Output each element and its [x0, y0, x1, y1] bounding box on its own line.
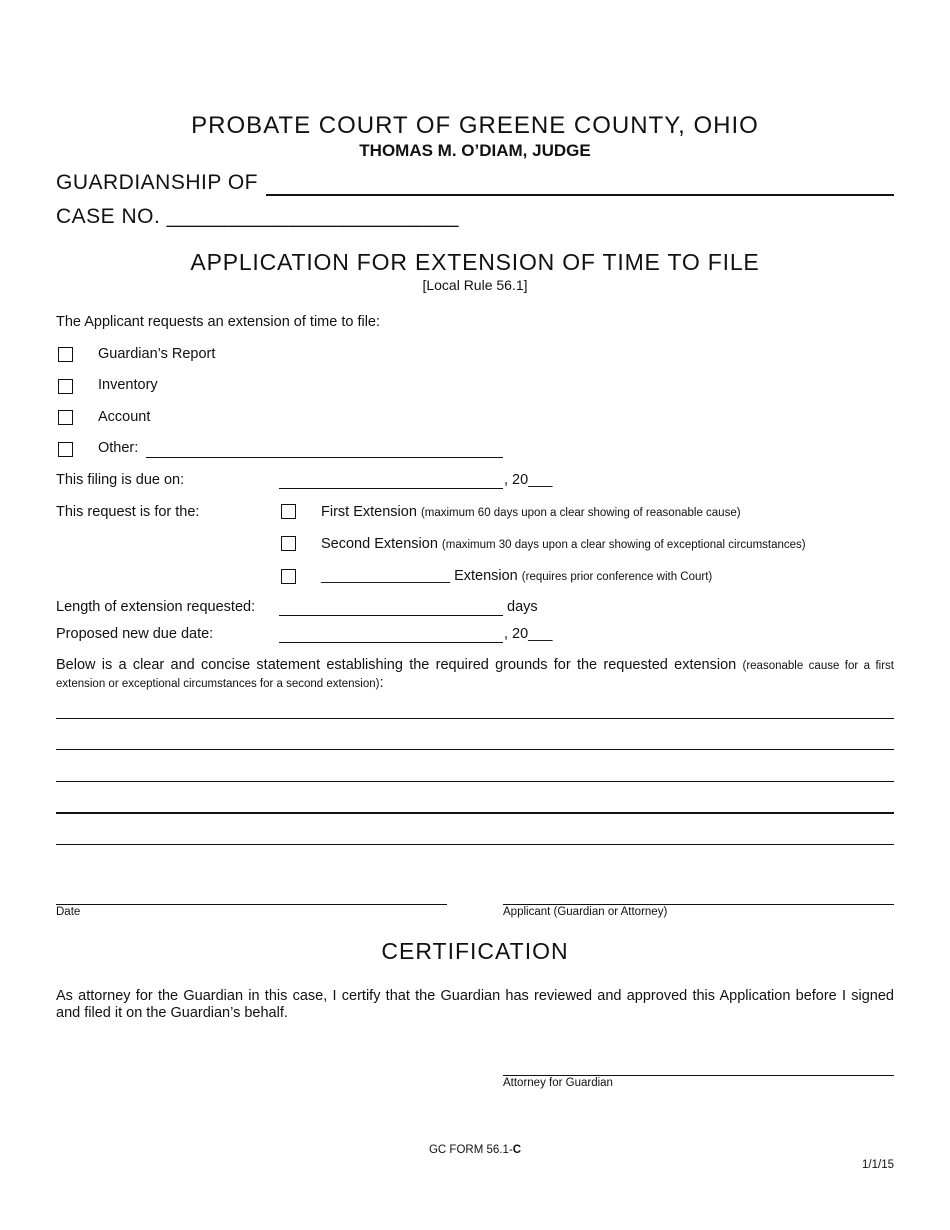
- other-extension-blank[interactable]: ________________: [321, 568, 451, 584]
- due-year-suffix: , 20___: [504, 472, 553, 488]
- applicant-signature-line[interactable]: [503, 904, 894, 905]
- other-label: Other:: [98, 440, 139, 456]
- local-rule: [Local Rule 56.1]: [422, 277, 528, 293]
- case-number-label: CASE NO. ________________________: [56, 205, 459, 228]
- first-extension-checkbox[interactable]: [281, 504, 296, 519]
- extension-type-label: This request is for the:: [56, 504, 200, 520]
- other-field[interactable]: [146, 439, 503, 458]
- request-intro: The Applicant requests an extension of time to file:: [56, 314, 381, 330]
- applicant-label: Applicant (Guardian or Attorney): [503, 906, 668, 918]
- statement-instructions: [56, 657, 894, 693]
- attorney-label: Attorney for Guardian: [503, 1077, 613, 1089]
- revision-date: 1/1/15: [862, 1159, 894, 1171]
- statement-line-4[interactable]: [56, 812, 894, 814]
- first-extension-label: First Extension: [321, 504, 417, 520]
- guardianship-label: GUARDIANSHIP OF: [56, 171, 258, 194]
- date-label: Date: [56, 906, 81, 918]
- first-extension-option: [321, 504, 741, 520]
- court-name: PROBATE COURT OF GREENE COUNTY, OHIO: [191, 112, 759, 139]
- form-title: APPLICATION FOR EXTENSION OF TIME TO FILE: [190, 249, 760, 275]
- certification-title: CERTIFICATION: [381, 938, 569, 964]
- guardians-report-label: Guardian’s Report: [98, 346, 216, 362]
- inventory-label: Inventory: [98, 377, 158, 393]
- second-extension-note: (maximum 30 days upon a clear showing of exceptional circumstances): [441, 539, 806, 551]
- other-extension-note: (requires prior conference with Court): [521, 571, 713, 583]
- new-due-date-field[interactable]: [279, 624, 503, 643]
- second-extension-label: Second Extension: [321, 536, 438, 552]
- other-checkbox[interactable]: [58, 442, 73, 457]
- length-field[interactable]: [279, 597, 503, 616]
- statement-line-3[interactable]: [56, 781, 894, 782]
- statement-line-1[interactable]: [56, 718, 894, 719]
- account-label: Account: [98, 409, 151, 425]
- other-extension-option: [321, 568, 712, 584]
- judge-name: THOMAS M. O’DIAM, JUDGE: [359, 141, 591, 160]
- guardians-report-checkbox[interactable]: [58, 347, 73, 362]
- new-due-date-label: Proposed new due date:: [56, 626, 214, 642]
- attorney-signature-line[interactable]: [503, 1075, 894, 1076]
- second-extension-option: [321, 536, 806, 552]
- inventory-checkbox[interactable]: [58, 379, 73, 394]
- statement-text: Below is a clear and concise statement establishing the required grounds for the requested extension: [56, 657, 737, 673]
- due-date-field[interactable]: [279, 470, 503, 489]
- statement-line-2[interactable]: [56, 749, 894, 750]
- other-extension-label: Extension: [454, 568, 518, 584]
- certification-text: As attorney for the Guardian in this case, I certify that the Guardian has reviewed and approved this Application before I signed and filed it on the Guardian’s behalf.: [56, 988, 894, 1021]
- length-unit: days: [507, 599, 538, 615]
- form-number: [0, 1144, 950, 1156]
- statement-line-5[interactable]: [56, 844, 894, 845]
- other-extension-checkbox[interactable]: [281, 569, 296, 584]
- guardianship-name-field[interactable]: [266, 176, 894, 196]
- second-extension-checkbox[interactable]: [281, 536, 296, 551]
- length-label: Length of extension requested:: [56, 599, 256, 615]
- statement-colon: :: [379, 675, 384, 691]
- new-due-year-suffix: , 20___: [504, 626, 553, 642]
- form-number-prefix: GC FORM 56.1-: [428, 1144, 513, 1156]
- due-date-label: This filing is due on:: [56, 472, 185, 488]
- first-extension-note: (maximum 60 days upon a clear showing of reasonable cause): [420, 507, 741, 519]
- form-number-suffix: C: [512, 1144, 522, 1156]
- date-signature-line[interactable]: [56, 904, 447, 905]
- account-checkbox[interactable]: [58, 410, 73, 425]
- statement-note: (reasonable cause for a first extension or exceptional circumstances for a second extension): [56, 660, 895, 690]
